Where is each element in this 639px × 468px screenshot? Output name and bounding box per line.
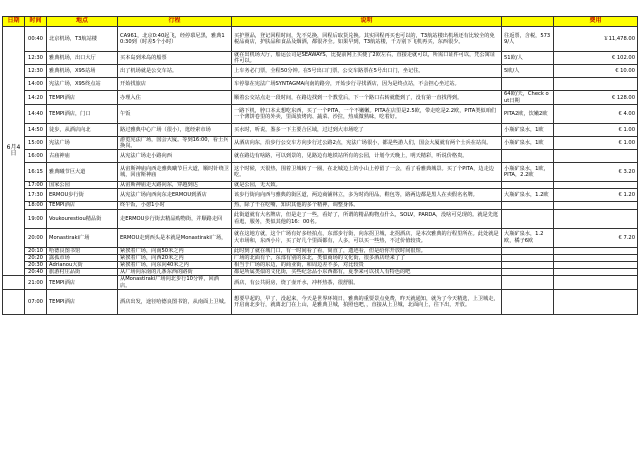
cell-itinerary: 开始找旅店 (118, 78, 232, 91)
cell-fee-note: 5欧/人 (502, 65, 554, 78)
cell-fee (554, 269, 638, 276)
cell-fee-note: 小瓶矿泉水，1欧 (502, 136, 554, 149)
cell-time: 20:10 (25, 247, 47, 254)
cell-fee-note: 大瓶矿泉水，1.2欧，橘子6欧 (502, 228, 554, 247)
cell-notes: 此街道就有大名牌店，但是走了一些，看好了，所谓的精品购物点什么，SOLV，PARDA，没啥可兑现的。就是先逛看逛，服务，类似其他的16：00名。 (232, 209, 502, 228)
table-row (3, 104, 638, 123)
cell-fee-note (502, 182, 554, 189)
table-row (3, 27, 638, 52)
cell-time: 00:40 (25, 27, 47, 52)
cell-place: 雅典曦节巨大道 (47, 163, 118, 182)
cell-notes: 想要早起的，早了，没起来，今天是世界环境日，雅典的重要景点免费，昨天就通知，就为了今天精选，上卫城走，开启南北步行，就离北门在上山，是雅典卫城，拍照也吧，，直接从上卫城，北面向上，往下出，开放。 (232, 289, 502, 314)
cell-notes: 就在这地方就，这个广场有好多经拍点，东部步行街，向东拐卫城，北拐酒店，是本次雅典的行程里所在。此处就是大市场和，东西小片，买了好几个里面都有，人多，可以买一些热，不过价值较贵。 (232, 228, 502, 247)
cell-time: 07:00 (25, 289, 47, 314)
table-row (3, 247, 638, 254)
cell-fee-note (502, 269, 554, 276)
cell-fee (554, 262, 638, 269)
cell-fee-note (502, 209, 554, 228)
cell-itinerary: 酒店出发，途径哈德良图书馆，从南面上卫城。 (118, 289, 232, 314)
table-row (3, 136, 638, 149)
cell-itinerary: 从Monastiraki广场向北步行10分钟，回酒店。 (118, 276, 232, 289)
cell-notes: 相当于广场的东边，的商业街，和周边差不多，对比较贵 (232, 262, 502, 269)
cell-notes: 就是公园，无大致。 (232, 182, 502, 189)
cell-notes: 这个时候，天很热，围着卫城转了一圈，在北城边上的小山上停留了一会，看了看雅典城景。买了个PITA，边走边吃。 (232, 163, 502, 182)
cell-itinerary: 从宪法广场走小路向西 (118, 150, 232, 163)
cell-notes: 从酒店向东，沿步行公交车方向步行过公路2点，宪法广场很小，都是些游人们，国会大厦就有两个士兵在站岗。 (232, 136, 502, 149)
cell-fee-note (502, 289, 554, 314)
cell-notes: 买护照品，登记回程时间，先不兑换，回程后取货兑换。其实回程再买也可以的，T3航站楼出机场还有比较全的免税品商店，护肤品和食品及烟洒，都很齐全。如果早到，T3航站楼，千万别下飞机再买，东西很少。 (232, 27, 502, 52)
table-row (3, 262, 638, 269)
cell-itinerary: 走ERMOU步行街去精品购物街，并顺路走回 (118, 209, 232, 228)
table-row (3, 150, 638, 163)
cell-time: 19:00 (25, 209, 47, 228)
cell-itinerary: 紧挨着广场，向东向40米之内 (118, 262, 232, 269)
cell-notes: 热，除了干在吃嘴，知识其他的多个精神，调整身体。 (232, 202, 502, 209)
cell-fee-note (502, 202, 554, 209)
cell-place: 北京机场，T3航站楼 (47, 27, 118, 52)
cell-place: 露孤市场 (47, 254, 118, 261)
cell-fee (554, 182, 638, 189)
cell-place: 哈德良图书馆 (47, 247, 118, 254)
date-cell-empty (3, 289, 25, 314)
cell-itinerary: CA961，北京0:40起飞，经停慕尼黑，雅典10:30到（时差5个小时） (118, 27, 232, 52)
cell-itinerary: 出了机场就是公交车站。 (118, 65, 232, 78)
cell-notes: 此时到了就在城门口，有一时间看了看，简直了，遗迹看，但是给你开放时间很短。 (232, 247, 502, 254)
header-place: 地点 (47, 17, 118, 27)
cell-notes: 一路下机，脖口本太想吃东西，买了一个PITA，一个不嫩嫩。PITA在店里是2.5欧，带走吃是2.2欧，PITA类似咱们一个薄饼卷里的外卖，里面放烤肉、蔬菜、沙拉，热成微熟味，吃着好。 (232, 104, 502, 123)
cell-place: TEMPI酒店 (47, 276, 118, 289)
table-row (3, 65, 638, 78)
cell-place: Adrianou大街 (47, 262, 118, 269)
cell-time: 20:00 (25, 228, 47, 247)
header-time: 时间 (25, 17, 47, 27)
cell-fee-note (502, 150, 554, 163)
cell-place: 国家公园 (47, 182, 118, 189)
cell-time: 12:30 (25, 65, 47, 78)
header-row (3, 17, 638, 27)
cell-fee: € 1.00 (554, 136, 638, 149)
cell-time: 14:20 (25, 91, 47, 104)
cell-itinerary: 买本岛到米岛的船票 (118, 52, 232, 65)
table-row (3, 228, 638, 247)
cell-fee-note (502, 254, 554, 261)
cell-itinerary: 午饭 (118, 104, 232, 123)
cell-fee (554, 202, 638, 209)
cell-place: Monastiraki广场 (47, 228, 118, 247)
cell-fee-note: 往返票，含税，5739/人 (502, 27, 554, 52)
cell-fee: € 102.00 (554, 52, 638, 65)
cell-time: 12:30 (25, 52, 47, 65)
cell-place: Voukourestiou精品街 (47, 209, 118, 228)
table-row (3, 269, 638, 276)
table-row (3, 163, 638, 182)
cell-notes: 就在出机场大厅，船运公司是SEAWAYS，比提前网上买便了2欧左右，直接走就可以，所需口证件可以，凭公寓证件可以。 (232, 52, 502, 65)
cell-fee: € 7.20 (554, 228, 638, 247)
table-row (3, 91, 638, 104)
cell-time: 16:00 (25, 150, 47, 163)
cell-fee-note: 64欧/天，Check out日期 (502, 91, 554, 104)
cell-time: 21:00 (25, 276, 47, 289)
cell-place: 古庙神庙 (47, 150, 118, 163)
header-date: 日期 (3, 17, 25, 27)
cell-time: 18:00 (25, 202, 47, 209)
cell-itinerary: 办理入住 (118, 91, 232, 104)
cell-itinerary: 从宙斯神庙向西走雅典曦节巨大道，顺时针绕卫城，回宙斯神庙 (118, 163, 232, 182)
date-cell-empty (3, 276, 25, 289)
table-row (3, 202, 638, 209)
cell-fee (554, 209, 638, 228)
cell-notes: 都是所属类似的文化街，买些纪念品小东西都有，夏季来可以找人有特色的吧 (232, 269, 502, 276)
cell-place: 旅游村庄品街 (47, 269, 118, 276)
cell-notes: 上车务必门票，全程50分钟。在5号出口门票，公交车路票在5号出口门，坐记住。 (232, 65, 502, 78)
cell-itinerary: 紧挨着广场，向南50米之内 (118, 247, 232, 254)
cell-fee (554, 247, 638, 254)
table-row (3, 289, 638, 314)
header-fee: 费用 (554, 17, 638, 27)
header-notes: 说明 (232, 17, 502, 27)
cell-time: 17:00 (25, 182, 47, 189)
cell-fee: € 1.20 (554, 189, 638, 202)
cell-notes: 车停靠在宪法广场SYNTAGMA向南的路旁，开始步行寻找酒店，因为是终点站，不会担心坐过站。 (232, 78, 502, 91)
table-row (3, 52, 638, 65)
cell-notes: 酒店，有公共厨房，烧了壶开水，冲杯热茶，很舒服。 (232, 276, 502, 289)
cell-fee: € 1.00 (554, 123, 638, 136)
cell-fee-note: 51欧/人 (502, 52, 554, 65)
cell-itinerary: ERMOU走到西头是本就是Monastiraki广场， (118, 228, 232, 247)
cell-fee-note (502, 78, 554, 91)
date-cell: 6月4日 (3, 27, 25, 276)
table-row (3, 78, 638, 91)
cell-time: 20:30 (25, 262, 47, 269)
cell-fee: ￥11,478.00 (554, 27, 638, 52)
cell-itinerary: 从广场向东南的儿条东西的路街 (118, 269, 232, 276)
cell-itinerary: 游览宪法广场，国会大厦。等到16:00，看士兵换岗。 (118, 136, 232, 149)
cell-notes: 买水时，听说，鉴多一下主要合区域，过过到大市场吃了 (232, 123, 502, 136)
cell-fee: € 10.00 (554, 65, 638, 78)
cell-fee-note: 小瓶矿泉水，1欧，PITA，2.2欧 (502, 163, 554, 182)
header-itinerary: 行程 (118, 17, 232, 27)
cell-place: TEMPI酒店 (47, 202, 118, 209)
cell-time: 16:15 (25, 163, 47, 182)
cell-notes: 顺着公交站点走一段时间，在路边找到一个教堂后，下一个路口右转就能到了，没有第一直找得到。 (232, 91, 502, 104)
cell-time: 14:50 (25, 123, 47, 136)
cell-itinerary: 从宪法广场向西向东走ERMOU到酒店 (118, 189, 232, 202)
cell-fee (554, 150, 638, 163)
cell-itinerary: 路过雅典中心广场（很小），逛经索市场 (118, 123, 232, 136)
header-blank (502, 17, 554, 27)
cell-fee: € 4.00 (554, 104, 638, 123)
table-row (3, 254, 638, 261)
cell-itinerary: 从宙斯神庙走大路向东，穿越到达 (118, 182, 232, 189)
cell-fee (554, 276, 638, 289)
table-row (3, 276, 638, 289)
table-row (3, 189, 638, 202)
cell-place: TEMPI酒店 (47, 289, 118, 314)
table-row (3, 123, 638, 136)
cell-notes: 就在路边有啥路，可以到景的，见路边有地铁站所有的公园，计划今天晚上，明天精彩，听说价格贵。 (232, 150, 502, 163)
cell-place: ERMOU步行街 (47, 189, 118, 202)
cell-fee-note (502, 247, 554, 254)
cell-time: 15:00 (25, 136, 47, 149)
cell-notes: 该步行街向向西与雅典的街区道，两边商铺林立，多为时尚用品，鞋包等，路两边都是黑人在卖假名名牌。 (232, 189, 502, 202)
cell-place: TEMPI酒店 (47, 91, 118, 104)
cell-notes: 广场的北面有个，东部有别的东北，类似商场的文化街，很多酒店经来了了 (232, 254, 502, 261)
table-row (3, 209, 638, 228)
cell-fee-note: 小瓶矿泉水，1欧 (502, 123, 554, 136)
cell-time: 20:20 (25, 254, 47, 261)
table-row (3, 182, 638, 189)
cell-fee (554, 254, 638, 261)
cell-place: 宪法广场，X95终点站 (47, 78, 118, 91)
cell-fee-note (502, 276, 554, 289)
cell-place: 徒步，从酒店向北 (47, 123, 118, 136)
cell-time: 17:30 (25, 189, 47, 202)
cell-fee (554, 78, 638, 91)
cell-place: 宪法广场 (47, 136, 118, 149)
cell-itinerary: 紧挨着广场，向西20米之内 (118, 254, 232, 261)
cell-fee-note: 大瓶矿泉水，1.2欧 (502, 189, 554, 202)
cell-fee: € 3.20 (554, 163, 638, 182)
cell-fee-note (502, 262, 554, 269)
cell-fee: € 128.00 (554, 91, 638, 104)
cell-fee-note: PITA2欧，饮嫩2欧 (502, 104, 554, 123)
cell-place: 雅典机场，X95站场 (47, 65, 118, 78)
cell-place: 雅典机场，出口大厅 (47, 52, 118, 65)
cell-time: 20:40 (25, 269, 47, 276)
cell-fee (554, 289, 638, 314)
itinerary-table (2, 16, 638, 315)
cell-time: 14:00 (25, 78, 47, 91)
cell-itinerary: 终午饭，小憩1小时 (118, 202, 232, 209)
cell-time: 14:40 (25, 104, 47, 123)
cell-place: TEMPI酒店，门口 (47, 104, 118, 123)
